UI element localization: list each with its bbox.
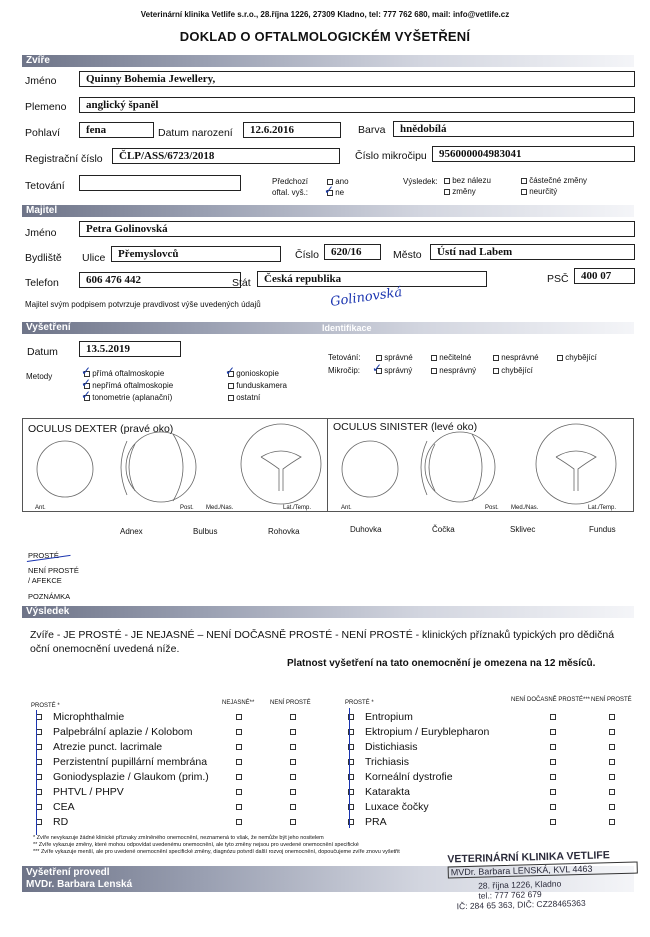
column-b-checkbox[interactable] bbox=[609, 729, 615, 735]
clinic-stamp bbox=[447, 849, 638, 912]
disease-name: Luxace čočky bbox=[365, 801, 429, 813]
part-cocka: Čočka bbox=[432, 525, 455, 534]
prev-no-label: ne bbox=[335, 188, 345, 197]
dob-label: Datum narození bbox=[158, 127, 233, 139]
street-field[interactable]: Přemyslovců bbox=[111, 246, 281, 262]
chip-opt-1-label: správný bbox=[384, 366, 413, 375]
state-field[interactable]: Česká republika bbox=[257, 271, 487, 287]
eye-diagram-frame bbox=[22, 418, 634, 512]
mednas-label: Med./Nas. bbox=[511, 505, 539, 511]
chip-opt-3-checkbox[interactable] bbox=[493, 368, 499, 374]
section-owner: Majitel bbox=[22, 205, 634, 217]
method-6-label: ostatní bbox=[236, 393, 261, 402]
document-title: DOKLAD O OFTALMOLOGICKÉM VYŠETŘENÍ bbox=[179, 29, 471, 44]
stamp-tel: tel.: 777 762 679 bbox=[478, 889, 542, 901]
mednas-label: Med./Nas. bbox=[206, 505, 234, 511]
col-not-free-left: NENÍ PROSTÉ bbox=[270, 700, 311, 706]
color-label: Barva bbox=[358, 124, 386, 136]
disease-name: Distichiasis bbox=[365, 741, 418, 753]
footnote-2: ** Zvíře vykazuje změny, které mohou odpovídat uvedenému onemocnění, ale tyto změny nejsou pro uvedené onemocnění specifické bbox=[33, 842, 359, 848]
tattoo-opt-1-label: správné bbox=[384, 353, 413, 362]
method-6-checkbox[interactable] bbox=[228, 395, 234, 401]
number-field[interactable]: 620/16 bbox=[324, 244, 381, 260]
part-adnex: Adnex bbox=[120, 527, 143, 536]
column-a-checkbox[interactable] bbox=[236, 759, 242, 765]
disease-name: Entropium bbox=[365, 711, 413, 723]
ant-label: Ant. bbox=[341, 505, 352, 511]
eye-diagram-drawing bbox=[23, 419, 633, 511]
column-a-checkbox[interactable] bbox=[236, 774, 242, 780]
check-mark-icon: ✓ bbox=[225, 364, 236, 378]
disease-name: Ektropium / Euryblepharon bbox=[365, 726, 490, 738]
part-fundus: Fundus bbox=[589, 525, 616, 534]
vet-name: MVDr. Barbara Lenská bbox=[26, 879, 133, 890]
column-b-checkbox[interactable] bbox=[290, 804, 296, 810]
disease-name: CEA bbox=[53, 801, 75, 813]
disease-name: Perzistentní pupillární membrána bbox=[53, 756, 208, 768]
stamp-clinic: VETERINÁRNÍ KLINIKA VETLIFE bbox=[447, 849, 610, 866]
chip-label: Číslo mikročipu bbox=[355, 150, 427, 162]
status-affection: / AFEKCE bbox=[28, 576, 62, 585]
exam-date-label: Datum bbox=[27, 346, 58, 358]
prev-exam-label-1: Předchozí bbox=[272, 177, 309, 186]
footnote-3: *** Zvíře vykazuje menší, ale pro uvedené onemocnění specifické změny, diagnózu potvrdí další rozvoj onemocnění, dopoučujeme zvíře znovu vyšetřit bbox=[33, 849, 400, 855]
phone-label: Telefon bbox=[25, 277, 59, 289]
col-free-right: PROSTÉ * bbox=[345, 700, 374, 706]
part-rohovka: Rohovka bbox=[268, 527, 300, 536]
col-unclear: NEJASNÉ** bbox=[222, 700, 255, 706]
column-b-checkbox[interactable] bbox=[290, 774, 296, 780]
column-a-checkbox[interactable] bbox=[236, 729, 242, 735]
column-b-checkbox[interactable] bbox=[290, 819, 296, 825]
tattoo-field[interactable] bbox=[79, 175, 241, 191]
stamp-vet: MVDr. Barbara LENSKÁ, KVL 4463 bbox=[448, 862, 638, 879]
column-a-checkbox[interactable] bbox=[236, 744, 242, 750]
zip-field[interactable]: 400 07 bbox=[574, 268, 635, 284]
res-none-checkbox[interactable] bbox=[444, 178, 450, 184]
res-none-label: bez nálezu bbox=[452, 176, 491, 185]
disease-name: Atrezie punct. lacrimale bbox=[53, 741, 163, 753]
breed-label: Plemeno bbox=[25, 101, 67, 113]
exam-chip-label: Mikročip: bbox=[328, 366, 361, 375]
column-a-checkbox[interactable] bbox=[236, 714, 242, 720]
col-temp: NENÍ DOČASNĚ PROSTÉ*** bbox=[511, 697, 591, 703]
column-b-checkbox[interactable] bbox=[290, 759, 296, 765]
disease-name: Katarakta bbox=[365, 786, 410, 798]
color-field[interactable]: hnědobílá bbox=[393, 121, 634, 137]
ant-label: Ant. bbox=[35, 505, 46, 511]
column-a-checkbox[interactable] bbox=[550, 744, 556, 750]
post-label: Post. bbox=[180, 505, 194, 511]
lattemp-label: Lat./Temp. bbox=[283, 505, 312, 511]
owner-declaration: Majitel svým podpisem potvrzuje pravdivost výše uvedených údajů bbox=[25, 300, 261, 309]
status-note: POZNÁMKA bbox=[28, 592, 71, 601]
prev-exam-label-2: oftal. vyš.: bbox=[272, 188, 309, 197]
pen-line-mark bbox=[36, 710, 39, 835]
column-b-checkbox[interactable] bbox=[609, 714, 615, 720]
dob-field[interactable]: 12.6.2016 bbox=[243, 122, 341, 138]
street-label: Ulice bbox=[82, 252, 106, 264]
part-sklivec: Sklivec bbox=[510, 525, 536, 534]
disease-name: Palpebrální aplazie / Kolobom bbox=[53, 726, 193, 738]
post-label: Post. bbox=[485, 505, 499, 511]
column-a-checkbox[interactable] bbox=[550, 714, 556, 720]
tattoo-opt-4-label: chybějící bbox=[565, 353, 597, 362]
lattemp-label: Lat./Temp. bbox=[588, 505, 617, 511]
stamp-address: 28. října 1226, Kladno bbox=[477, 878, 562, 891]
reg-label: Registrační číslo bbox=[25, 153, 103, 165]
column-b-checkbox[interactable] bbox=[609, 789, 615, 795]
disease-name: Korneální dystrofie bbox=[365, 771, 453, 783]
check-mark-icon: ✓ bbox=[372, 361, 383, 375]
section-animal: Zvíře bbox=[22, 55, 634, 67]
owner-name-label: Jméno bbox=[25, 227, 57, 239]
tattoo-opt-4-checkbox[interactable] bbox=[557, 355, 563, 361]
column-b-checkbox[interactable] bbox=[290, 714, 296, 720]
check-mark-icon: ✓ bbox=[81, 364, 92, 378]
res-changes-label: změny bbox=[452, 187, 476, 196]
check-mark-icon: ✓ bbox=[81, 388, 92, 402]
validity-note: Platnost vyšetření na tato onemocnění je omezena na 12 měsíců. bbox=[287, 658, 596, 669]
method-2-label: nepřímá oftalmoskopie bbox=[92, 381, 174, 390]
exam-date-field[interactable]: 13.5.2019 bbox=[79, 341, 181, 357]
chip-opt-2-checkbox[interactable] bbox=[431, 368, 437, 374]
od-title: OCULUS DEXTER (pravé oko) bbox=[28, 423, 174, 435]
column-b-checkbox[interactable] bbox=[609, 759, 615, 765]
column-b-checkbox[interactable] bbox=[609, 744, 615, 750]
owner-name-field[interactable]: Petra Golinovská bbox=[79, 221, 635, 237]
tattoo-opt-2-label: nečitelné bbox=[439, 353, 472, 362]
disease-name: Goniodysplazie / Glaukom (prim.) bbox=[53, 771, 209, 783]
ident-label: Identifikace bbox=[322, 323, 372, 333]
column-a-checkbox[interactable] bbox=[236, 789, 242, 795]
animal-name-field[interactable]: Quinny Bohemia Jewellery, bbox=[79, 71, 635, 87]
tattoo-opt-2-checkbox[interactable] bbox=[431, 355, 437, 361]
res-partial-label: částečné změny bbox=[529, 176, 588, 185]
address-label: Bydliště bbox=[25, 252, 62, 264]
column-a-checkbox[interactable] bbox=[550, 759, 556, 765]
disease-name: PHTVL / PHPV bbox=[53, 786, 124, 798]
phone-field[interactable]: 606 476 442 bbox=[79, 272, 241, 288]
reg-field[interactable]: ČLP/ASS/6723/2018 bbox=[112, 148, 340, 164]
tattoo-opt-3-checkbox[interactable] bbox=[493, 355, 499, 361]
res-unclear-label: neurčitý bbox=[529, 187, 558, 196]
city-label: Město bbox=[393, 249, 422, 261]
animal-name-label: Jméno bbox=[25, 75, 57, 87]
res-unclear-checkbox[interactable] bbox=[521, 189, 527, 195]
status-free: PROSTÉ bbox=[28, 551, 59, 560]
prev-yes-label: ano bbox=[335, 177, 349, 186]
section-exam: Vyšetření Identifikace bbox=[22, 322, 634, 334]
chip-field[interactable]: 956000004983041 bbox=[432, 146, 635, 162]
number-label: Číslo bbox=[295, 249, 319, 261]
chip-opt-2-label: nesprávný bbox=[439, 366, 477, 375]
column-b-checkbox[interactable] bbox=[290, 789, 296, 795]
tattoo-opt-1-checkbox[interactable] bbox=[376, 355, 382, 361]
disease-name: PRA bbox=[365, 816, 387, 828]
result-statement: Zvíře - JE PROSTÉ - JE NEJASNÉ – NENÍ DOČASNĚ PROSTÉ - NENÍ PROSTÉ - klinických příznaků typických pro dědičná oční onemocnění uvedená níže. bbox=[30, 629, 615, 655]
method-1-label: přímá oftalmoskopie bbox=[92, 369, 165, 378]
method-5-label: funduskamera bbox=[236, 381, 287, 390]
disease-name: Microphthalmie bbox=[53, 711, 125, 723]
status-not-free: NENÍ PROSTÉ bbox=[28, 566, 79, 575]
section-result: Výsledek bbox=[22, 606, 634, 618]
column-b-checkbox[interactable] bbox=[290, 729, 296, 735]
state-label: Stát bbox=[232, 277, 251, 289]
col-not-free-right: NENÍ PROSTÉ bbox=[591, 697, 632, 703]
os-title: OCULUS SINISTER (levé oko) bbox=[333, 421, 478, 433]
city-field[interactable]: Ústí nad Labem bbox=[430, 244, 635, 260]
pen-line-mark bbox=[349, 708, 352, 828]
column-a-checkbox[interactable] bbox=[550, 729, 556, 735]
check-mark-icon: ✓ bbox=[81, 376, 92, 390]
method-5-checkbox[interactable] bbox=[228, 383, 234, 389]
column-a-checkbox[interactable] bbox=[236, 819, 242, 825]
exam-tattoo-label: Tetování: bbox=[328, 353, 361, 362]
sex-label: Pohlaví bbox=[25, 127, 61, 139]
column-a-checkbox[interactable] bbox=[550, 774, 556, 780]
owner-signature: Golinovská bbox=[329, 285, 404, 310]
clinic-header: Veterinární klinika Vetlife s.r.o., 28.října 1226, 27309 Kladno, tel: 777 762 680, mail: info@vetlife.cz bbox=[140, 10, 510, 19]
zip-label: PSČ bbox=[547, 273, 569, 285]
res-partial-checkbox[interactable] bbox=[521, 178, 527, 184]
part-duhovka: Duhovka bbox=[350, 525, 382, 534]
performed-by-label: Vyšetření provedl bbox=[26, 867, 110, 878]
column-b-checkbox[interactable] bbox=[290, 744, 296, 750]
column-b-checkbox[interactable] bbox=[609, 774, 615, 780]
result-label: Výsledek: bbox=[403, 177, 438, 186]
method-3-label: tonometrie (aplanační) bbox=[92, 393, 173, 402]
tattoo-opt-3-label: nesprávné bbox=[501, 353, 539, 362]
method-4-label: gonioskopie bbox=[236, 369, 279, 378]
col-free-left: PROSTÉ * bbox=[31, 703, 60, 709]
chip-opt-3-label: chybějící bbox=[501, 366, 533, 375]
disease-name: RD bbox=[53, 816, 69, 828]
disease-name: Trichiasis bbox=[365, 756, 409, 768]
column-b-checkbox[interactable] bbox=[609, 804, 615, 810]
column-a-checkbox[interactable] bbox=[236, 804, 242, 810]
part-bulbus: Bulbus bbox=[193, 527, 218, 536]
column-a-checkbox[interactable] bbox=[550, 789, 556, 795]
column-a-checkbox[interactable] bbox=[550, 819, 556, 825]
footnote-1: * Zvíře nevykazuje žádné klinické příznaky zmíněného onemocnění, neznamená to však, že nemůže být jeho nositelem bbox=[33, 835, 324, 841]
stamp-ids: IČ: 284 65 363, DIČ: CZ28465363 bbox=[456, 897, 586, 912]
breed-field[interactable]: anglický španěl bbox=[79, 97, 635, 113]
sex-field[interactable]: fena bbox=[79, 122, 154, 138]
column-b-checkbox[interactable] bbox=[609, 819, 615, 825]
column-a-checkbox[interactable] bbox=[550, 804, 556, 810]
res-changes-checkbox[interactable] bbox=[444, 189, 450, 195]
methods-label: Metody bbox=[26, 372, 53, 381]
check-mark-icon: ✓ bbox=[324, 183, 335, 197]
tattoo-label: Tetování bbox=[25, 180, 65, 192]
